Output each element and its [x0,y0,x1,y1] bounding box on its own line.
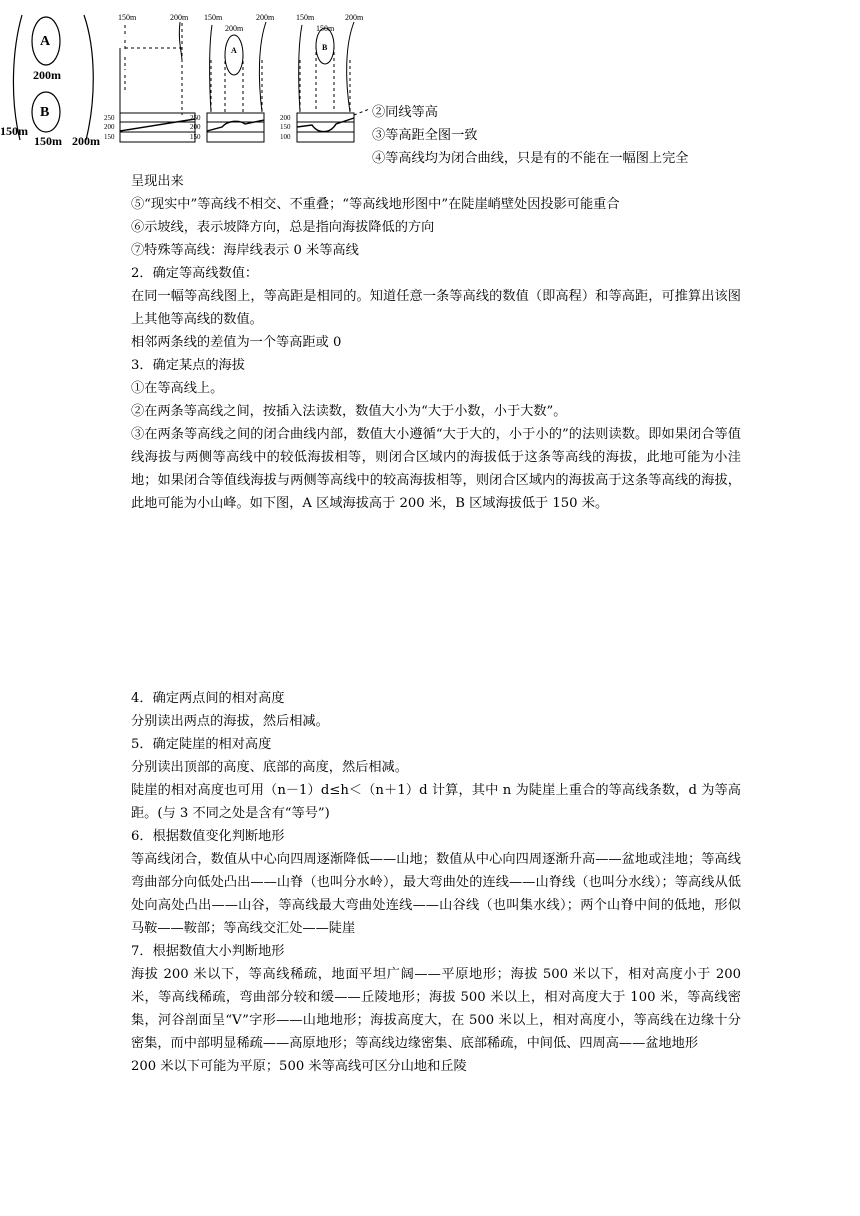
panel3-label-200: 200m [345,13,364,22]
panel3-tick-150: 150 [280,123,291,131]
panel1-label-150: 150m [118,13,137,22]
panel2-label-inner-200: 200m [225,24,244,33]
label-b-value: 150m [34,134,62,148]
section-heading: 3．确定某点的海拔 [131,358,245,373]
paragraph: 海拔 200 米以下，等高线稀疏，地面平坦广阔——平原地形；海拔 500 米以下，相对高度小于 200 米，等高线稀疏，弯曲部分较和缓——丘陵地形；海拔 500 米以上，相对高度大于 100 米，等高线密集，河谷剖面呈“V”字形——山地地形；海拔高度大，在 500 米以上，相对高度小，等高线在边缘十分密集，而中部明显稀疏——高原地形；等高线边缘密集、底部稀疏，中间低、四周高——盆地地形 [131,967,741,1051]
section-top [131,170,741,515]
paragraph: 呈现出来 [131,174,184,189]
characteristic-item: ④等高线均为闭合曲线，只是有的不能在一幅图上完全 [372,151,689,166]
profile-panel-3 [297,22,370,142]
panel2-label-a: A [231,46,237,55]
contour-figure [0,0,370,160]
label-a: A [40,34,51,49]
paragraph: ⑥示坡线，表示坡降方向，总是指向海拔降低的方向 [131,220,435,235]
section-heading: 7．根据数值大小判断地形 [131,944,285,959]
section-heading: 2．确定等高线数值： [131,266,259,281]
section-heading: 6．根据数值变化判断地形 [131,829,285,844]
characteristic-item: ②同线等高 [372,105,438,120]
panel1-tick-150: 150 [104,133,115,141]
characteristic-item: ③等高距全图一致 [372,128,478,143]
panel2-label-200: 200m [256,13,275,22]
paragraph: ⑤“现实中”等高线不相交、不重叠；“等高线地形图中”在陡崖峭壁处因投影可能重合 [131,197,620,212]
panel3-label-b: B [322,43,328,52]
contour-diagram [0,0,370,160]
panel1-tick-250: 250 [104,114,115,122]
paragraph: ②在两条等高线之间，按插入法读数，数值大小为“大于小数，小于大数”。 [131,404,567,419]
panel1-label-200: 200m [170,13,189,22]
contour-characteristics-list [372,101,742,170]
section-bottom [131,687,741,1078]
paragraph: 200 米以下可能为平原；500 米等高线可区分山地和丘陵 [131,1059,467,1074]
contour-line-150-left [13,15,22,140]
paragraph: 相邻两条线的差值为一个等高距或 0 [131,335,342,350]
label-left-150: 150m [0,124,28,138]
label-left-200: 200m [72,134,100,148]
label-a-value: 200m [33,68,61,82]
paragraph: 在同一幅等高线图上，等高距是相同的。知道任意一条等高线的数值（即高程）和等高距，可推算出该图上其他等高线的数值。 [131,289,741,327]
panel2-tick-150: 150 [190,133,201,141]
profile-panel-1 [120,22,195,142]
panel3-label-inner-150: 150m [316,24,335,33]
panel3-tick-100: 100 [280,133,291,141]
profile-panel-2 [207,22,266,142]
paragraph: 分别读出顶部的高度、底部的高度，然后相减。 [131,760,408,775]
panel2-tick-200: 200 [190,123,201,131]
paragraph: 等高线闭合，数值从中心向四周逐渐降低——山地；数值从中心向四周逐渐升高——盆地或洼地；等高线弯曲部分向低处凸出——山脊（也叫分水岭），最大弯曲处的连线——山脊线（也叫分水线）；等高线从低处向高处凸出——山谷，等高线最大弯曲处连线——山谷线（也叫集水线）；两个山脊中间的低地，形似马鞍——鞍部；等高线交汇处——陡崖 [131,852,741,936]
paragraph: 陡崖的相对高度也可用（n－1）d≤h＜（n＋1）d 计算，其中 n 为陡崖上重合的等高线条数，d 为等高距。(与 3 不同之处是含有“等号”) [131,783,741,821]
panel2-tick-250: 250 [190,114,201,122]
paragraph: ③在两条等高线之间的闭合曲线内部，数值大小遵循“大于大的，小于小的”的法则读数。即如果闭合等值线海拔与两侧等高线中的较低海拔相等，则闭合区域内的海拔低于这条等高线的海拔，此地可能为小洼地；如果闭合等值线海拔与两侧等高线中的较高海拔相等，则闭合区域内的海拔高于这条等高线的海拔，此地可能为小山峰。如下图，A 区域海拔高于 200 米，B 区域海拔低于 150 米。 [131,427,741,511]
label-b: B [40,105,50,120]
paragraph: ①在等高线上。 [131,381,224,396]
contour-line-200-right [84,15,93,140]
panel3-tick-200: 200 [280,114,291,122]
section-heading: 4．确定两点间的相对高度 [131,691,285,706]
paragraph: 分别读出两点的海拔，然后相减。 [131,714,329,729]
panel1-tick-200: 200 [104,123,115,131]
section-heading: 5．确定陡崖的相对高度 [131,737,272,752]
panel3-label-150: 150m [296,13,315,22]
paragraph: ⑦特殊等高线：海岸线表示 0 米等高线 [131,243,359,258]
panel2-label-150: 150m [204,13,223,22]
